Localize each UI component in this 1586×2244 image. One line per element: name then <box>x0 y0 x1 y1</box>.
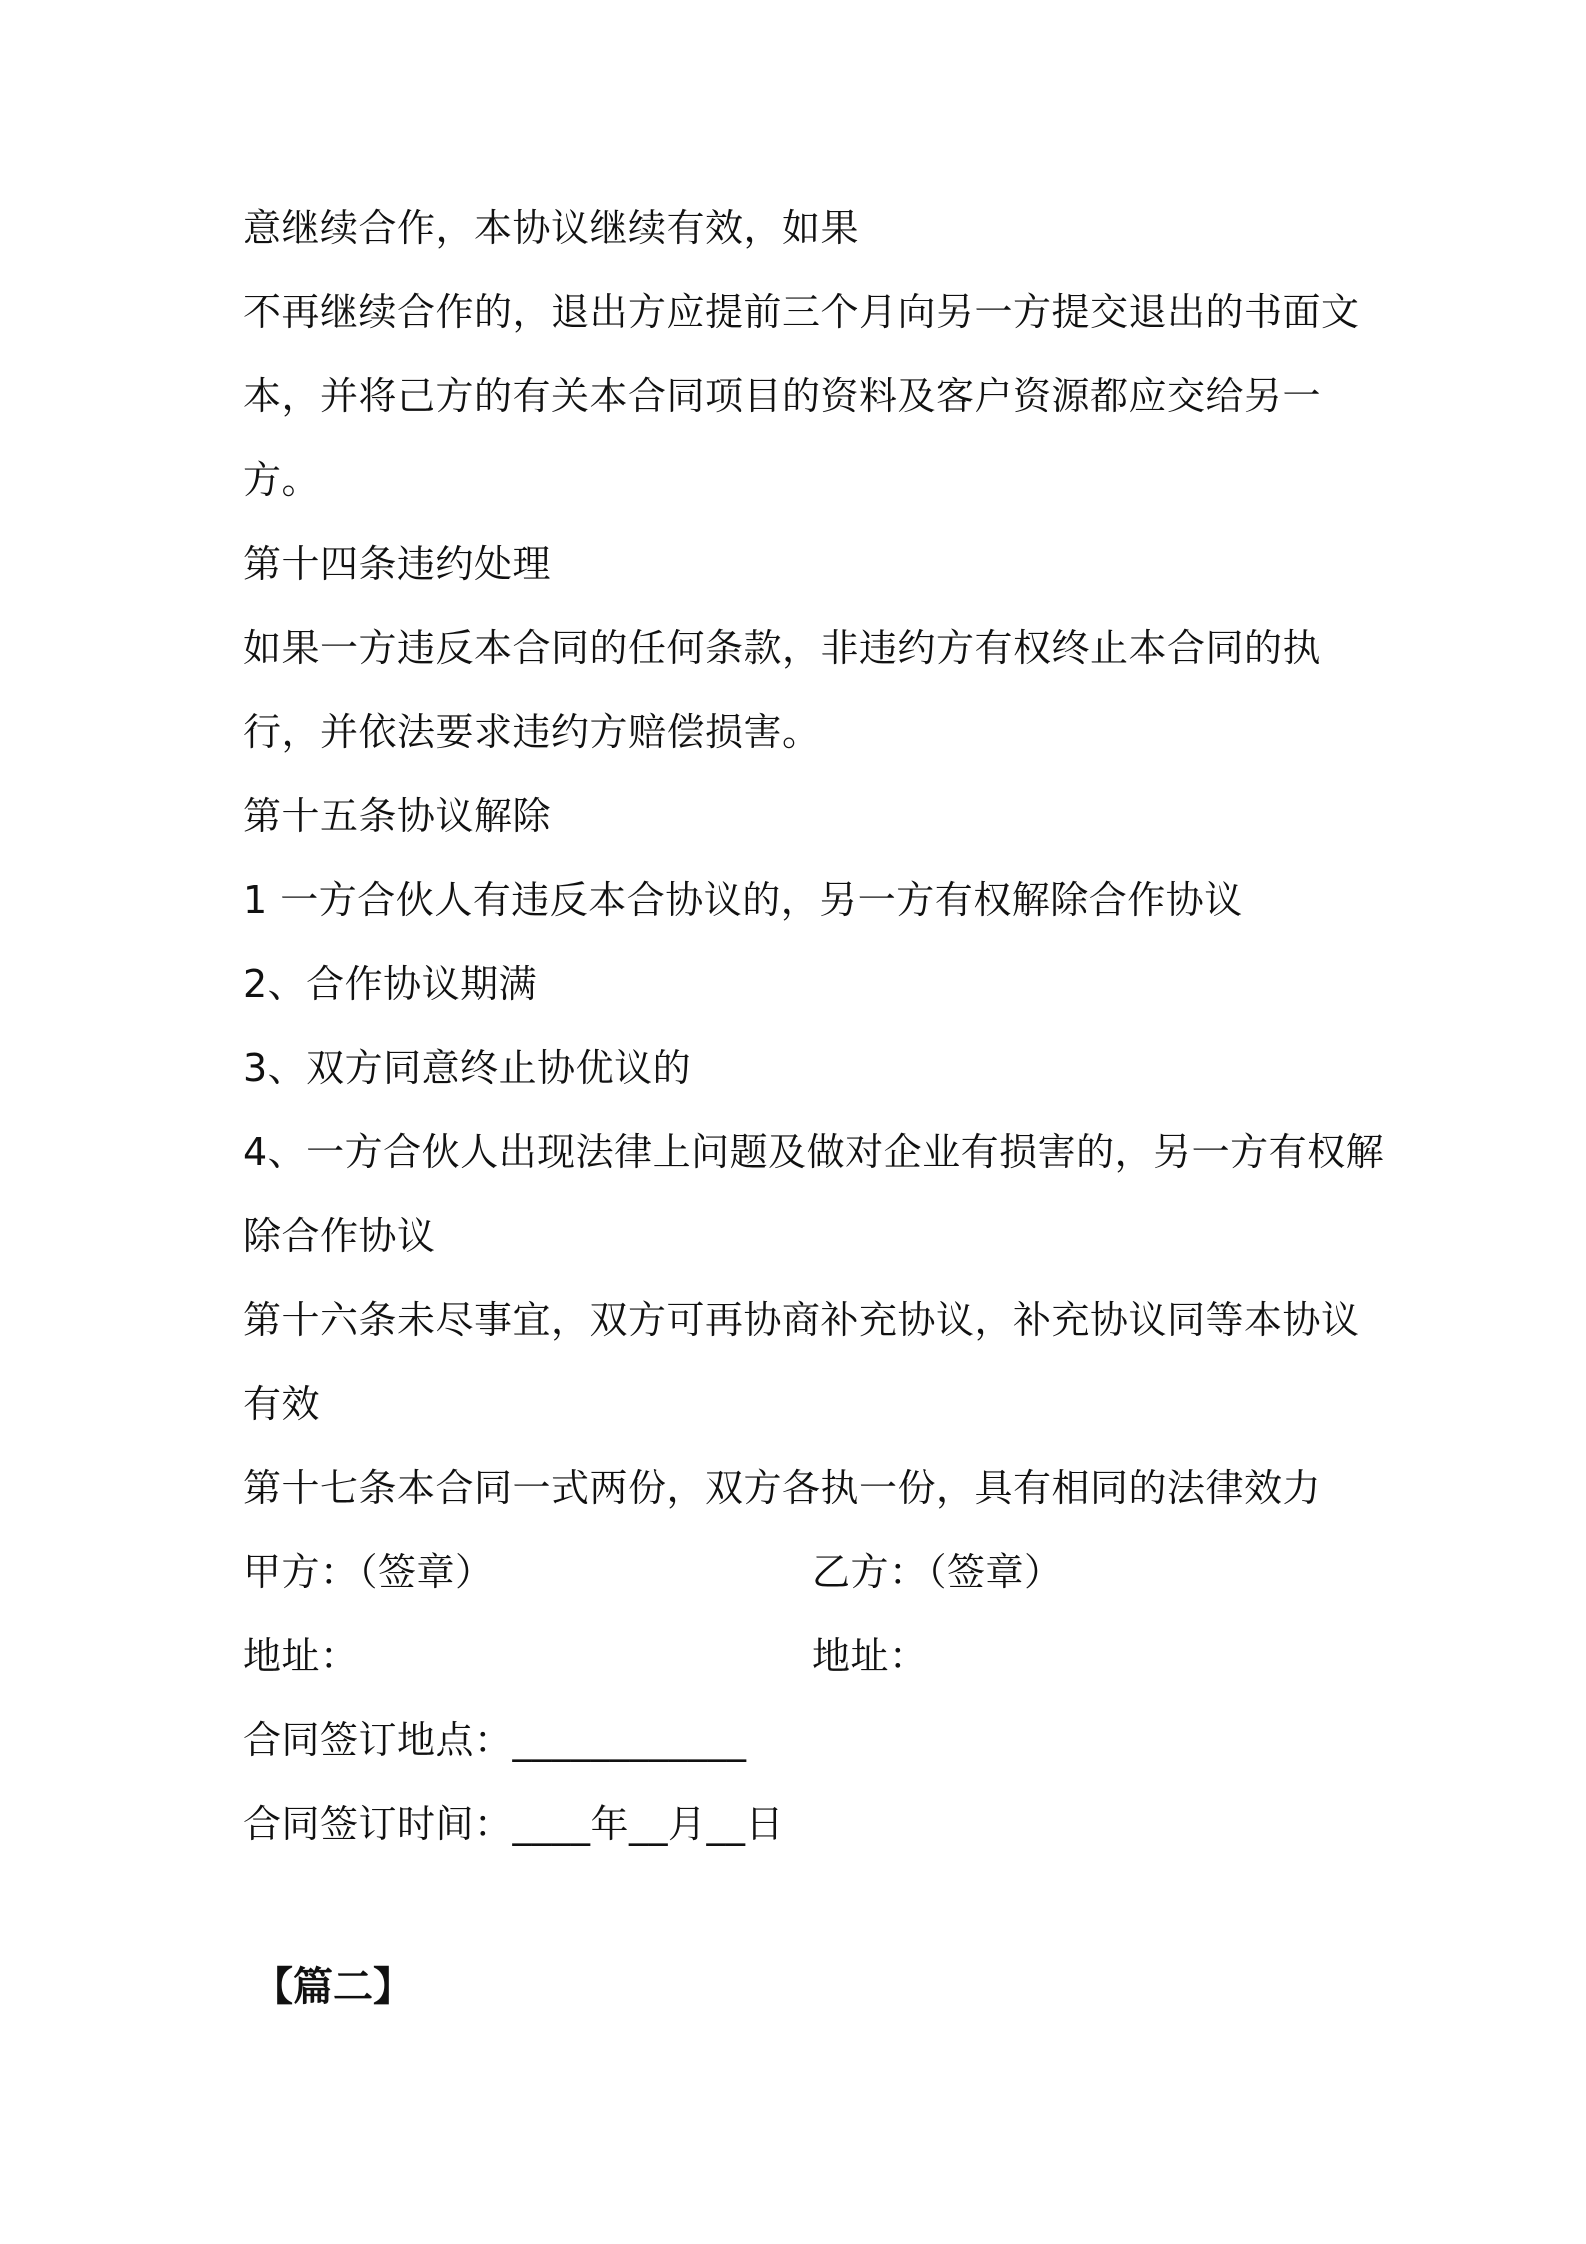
party-a-address: 地址： <box>243 1634 359 1678</box>
paragraph-line-3: 本，并将己方的有关本合同项目的资料及客户资源都应交给另一 <box>243 374 1322 418</box>
clause-item-4: 4、一方合伙人出现法律上问题及做对企业有损害的，另一方有权解 <box>243 1130 1385 1174</box>
paragraph-line-4: 方。 <box>243 458 321 502</box>
article-16: 第十六条未尽事宜，双方可再协商补充协议，补充协议同等本协议 <box>243 1298 1360 1342</box>
article-14-heading: 第十四条违约处理 <box>243 542 552 586</box>
clause-item-3: 3、双方同意终止协优议的 <box>243 1046 692 1090</box>
paragraph-line-1: 意继续合作，本协议继续有效，如果 <box>243 206 860 250</box>
party-b-address: 地址： <box>812 1634 928 1678</box>
article-15-heading: 第十五条协议解除 <box>243 794 552 838</box>
article-17: 第十七条本合同一式两份，双方各执一份，具有相同的法律效力 <box>243 1466 1322 1510</box>
clause-item-1: 1 一方合伙人有违反本合协议的，另一方有权解除合作协议 <box>243 878 1243 922</box>
clause-item-4-cont: 除合作协议 <box>243 1214 436 1258</box>
paragraph-line-2: 不再继续合作的，退出方应提前三个月向另一方提交退出的书面文 <box>243 290 1360 334</box>
paragraph-line-7: 行，并依法要求违约方赔偿损害。 <box>243 710 821 754</box>
signing-date: 合同签订时间：____年__月__日 <box>243 1802 785 1846</box>
party-a-signature: 甲方：（签章） <box>243 1550 494 1594</box>
paragraph-line-6: 如果一方违反本合同的任何条款，非违约方有权终止本合同的执 <box>243 626 1322 670</box>
party-b-signature: 乙方：（签章） <box>812 1550 1063 1594</box>
signing-place: 合同签订地点：____________ <box>243 1718 747 1762</box>
clause-item-2: 2、合作协议期满 <box>243 962 538 1006</box>
section-heading: 【篇二】 <box>253 1964 413 2010</box>
article-16-cont: 有效 <box>243 1382 321 1426</box>
